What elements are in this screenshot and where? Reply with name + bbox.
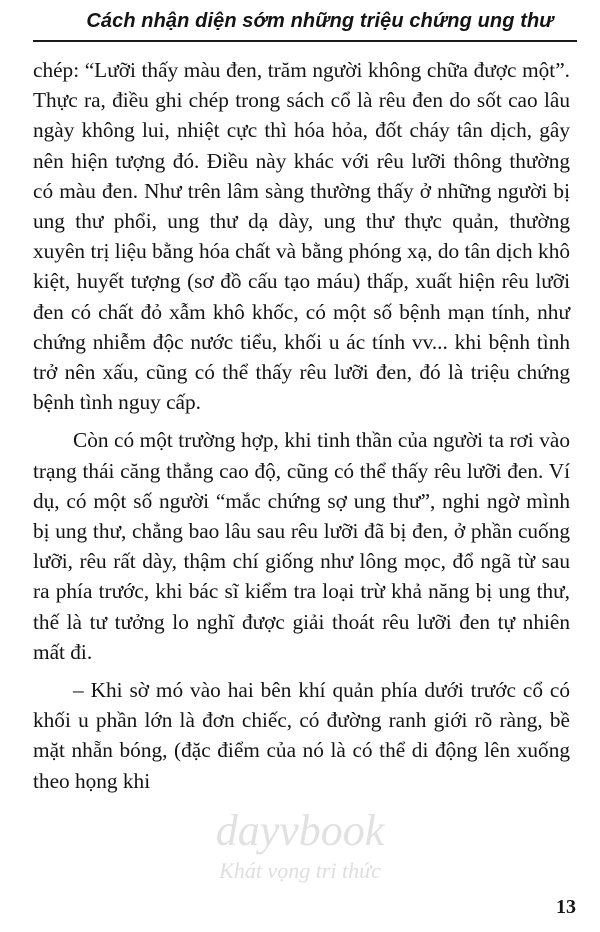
watermark-tagline: Khát vọng tri thức [219, 858, 381, 883]
page-number: 13 [556, 896, 576, 918]
running-header: Cách nhận diện sớm những triệu chứng ung thư [86, 10, 554, 32]
paragraph-3: – Khi sờ mó vào hai bên khí quản phía dưới trước cổ có khối u phần lớn là đơn chiếc, có đường ranh giới rõ ràng, bề mặt nhẵn bóng, (đặc điểm của nó là có thể di động lên xuống theo họng khi [33, 678, 570, 793]
body-text [33, 55, 570, 796]
paragraph-2: Còn có một trường hợp, khi tinh thần của người ta rơi vào trạng thái căng thẳng cao độ, cũng có thể thấy rêu lưỡi đen. Ví dụ, có một số người “mắc chứng sợ ung thư”, nghi ngờ mình bị ung thư, chẳng bao lâu sau rêu lưỡi đã bị đen, ở phần cuống lưỡi, rêu rất dày, thậm chí giống như lông mọc, đổ ngã từ sau ra phía trước, khi bác sĩ kiểm tra loại trừ khả năng bị ung thư, thế là tư tưởng lo nghĩ được giải thoát rêu lưỡi đen tự nhiên mất đi. [33, 428, 570, 664]
paragraph-1: chép: “Lưỡi thấy màu đen, trăm người không chữa được một”. Thực ra, điều ghi chép trong sách cổ là rêu đen do sốt cao lâu ngày không lui, nhiệt cực thì hóa hỏa, đốt cháy tân dịch, gây nên hiện tượng đó. Điều này khác với rêu lưỡi thông thường có màu đen. Như trên lâm sàng thường thấy ở những người bị ung thư phổi, ung thư dạ dày, ung thư thực quản, thường xuyên trị liệu bằng hóa chất và bằng phóng xạ, do tân dịch khô kiệt, huyết tượng (sơ đồ cấu tạo máu) thấp, xuất hiện rêu lưỡi đen có chất đỏ xẫm khô khốc, có một số bệnh mạn tính, như chứng nhiễm độc nước tiểu, khối u ác tính vv... khi bệnh tình trở nên xấu, cũng có thể thấy rêu lưỡi đen, đó là triệu chứng bệnh tình nguy cấp. [33, 58, 570, 415]
header-rule [33, 40, 577, 42]
watermark-brand: dayvbook [215, 806, 385, 855]
